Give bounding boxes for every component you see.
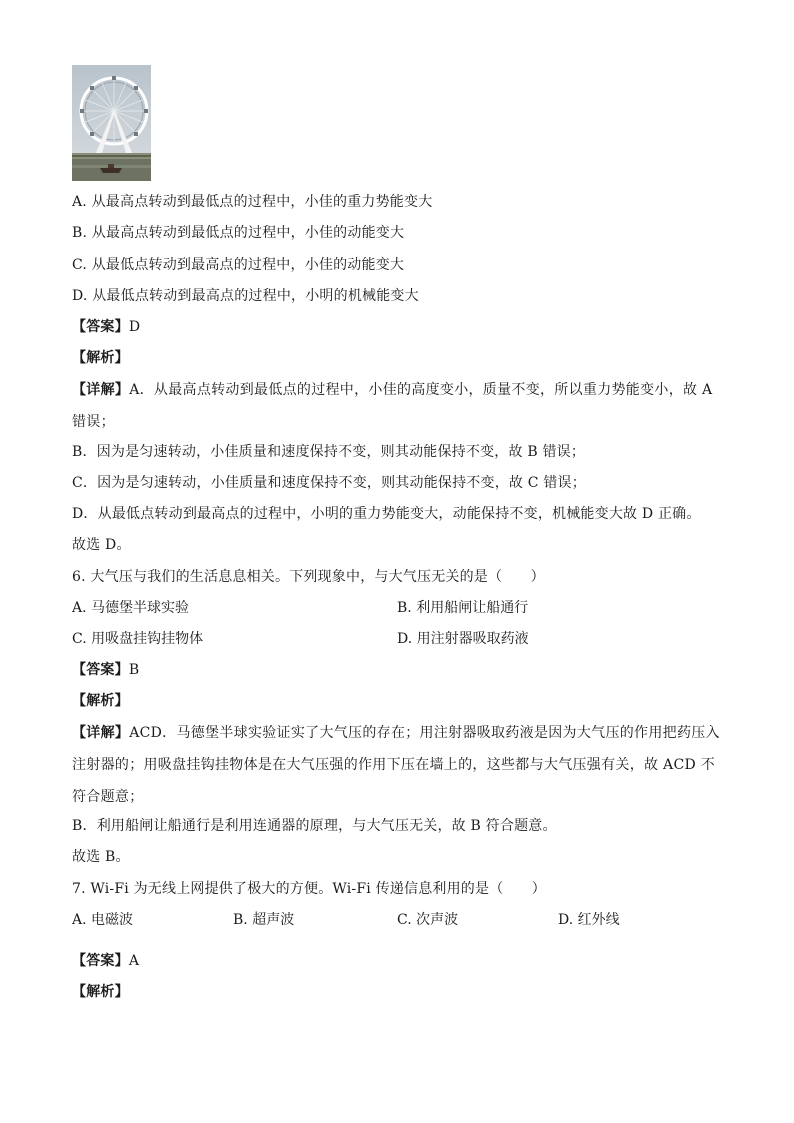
q7-option-c: C. 次声波 [397, 912, 459, 928]
q6-option-d: D. 用注射器吸取药液 [397, 631, 529, 647]
detail-tag: 【详解】 [72, 382, 130, 398]
answer-value: D [128, 319, 141, 335]
analysis-tag: 【解析】 [72, 350, 129, 366]
detail-text: ACD．马德堡半球实验证实了大气压的存在；用注射器吸取药液是因为大气压的作用把药压入注射器的；用吸盘挂钩挂物体是在大气压强的作用下压在墙上的，这些都与大气压强有关，故 ACD 不符合题意； [72, 725, 720, 805]
q7-option-a: A. 电磁波 [72, 912, 134, 928]
detail-text: A．从最高点转动到最低点的过程中，小佳的高度变小，质量不变，所以重力势能变小，故 A 错误； [72, 382, 713, 430]
analysis-tag: 【解析】 [72, 693, 129, 709]
q6-answer-line [72, 660, 139, 680]
q6-option-b: B. 利用船闸让船通行 [397, 600, 529, 616]
answer-value: A [128, 953, 140, 969]
answer-tag: 【答案】 [72, 953, 129, 969]
q5-conclusion: 故选 D。 [72, 537, 131, 553]
q5-option-a: A. 从最高点转动到最低点的过程中，小佳的重力势能变大 [72, 194, 433, 210]
q5-option-c: C. 从最低点转动到最高点的过程中，小佳的动能变大 [72, 257, 405, 273]
q5-detail-d: D．从最低点转动到最高点的过程中，小明的重力势能变大，动能保持不变，机械能变大故 D 正确。 [72, 506, 701, 522]
detail-tag: 【详解】 [72, 725, 130, 741]
q7-option-b: B. 超声波 [233, 912, 295, 928]
q5-option-d: D. 从最低点转动到最高点的过程中，小明的机械能变大 [72, 288, 419, 304]
ferris-wheel-image [72, 65, 151, 181]
ferris-wheel-icon [72, 65, 151, 181]
q7-stem: 7. Wi-Fi 为无线上网提供了极大的方便。Wi-Fi 传递信息利用的是（ ） [72, 881, 546, 897]
q5-option-b: B. 从最高点转动到最低点的过程中，小佳的动能变大 [72, 225, 405, 241]
q6-option-a: A. 马德堡半球实验 [72, 600, 190, 616]
q6-conclusion: 故选 B。 [72, 849, 130, 865]
answer-value: B [128, 662, 140, 678]
q6-option-c: C. 用吸盘挂钩挂物体 [72, 631, 204, 647]
answer-tag: 【答案】 [72, 662, 129, 678]
q5-answer-line [72, 317, 140, 337]
q5-detail-a [72, 374, 724, 438]
analysis-tag: 【解析】 [72, 984, 129, 1000]
q6-detail-b: B．利用船闸让船通行是利用连通器的原理，与大气压无关，故 B 符合题意。 [72, 818, 557, 834]
q5-detail-b: B．因为是匀速转动，小佳质量和速度保持不变，则其动能保持不变，故 B 错误； [72, 444, 586, 460]
q5-detail-c: C．因为是匀速转动，小佳质量和速度保持不变，则其动能保持不变，故 C 错误； [72, 475, 586, 491]
q7-answer-line [72, 951, 139, 971]
q6-stem: 6. 大气压与我们的生活息息相关。下列现象中，与大气压无关的是（ ） [72, 569, 545, 585]
q6-detail-acd [72, 717, 724, 813]
q7-option-d: D. 红外线 [558, 912, 620, 928]
answer-tag: 【答案】 [72, 319, 129, 335]
